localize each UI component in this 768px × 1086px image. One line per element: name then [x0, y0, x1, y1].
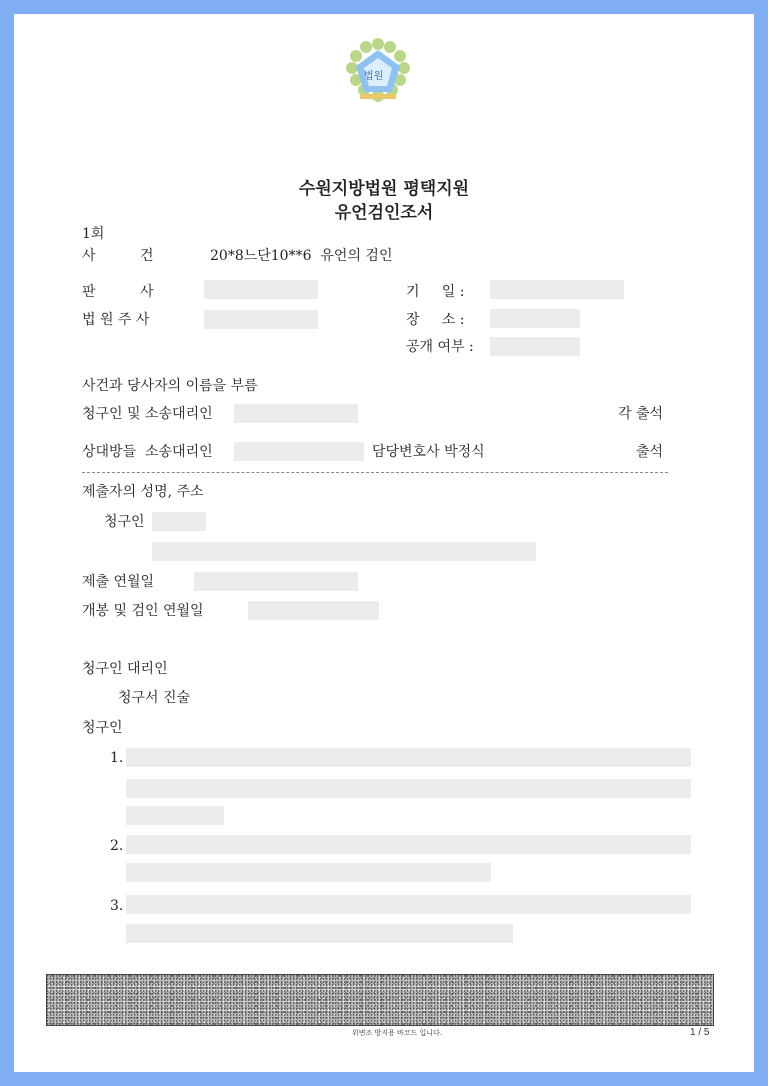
document-page	[14, 14, 754, 1072]
opponent-row-status: 출석	[636, 444, 664, 460]
opponent-lawyer: 담당변호사 박정식	[372, 444, 485, 460]
submitter-heading: 제출자의 성명, 주소	[82, 484, 204, 500]
item-3-line-2	[126, 924, 513, 943]
public-redacted	[490, 337, 580, 356]
page-number: 1 / 5	[690, 1027, 710, 1038]
submitter-claimant-label: 청구인	[104, 514, 145, 530]
item-2-number: 2.	[110, 838, 124, 854]
case-label: 사 건	[82, 248, 154, 264]
submit-date-redacted	[194, 572, 358, 591]
opponent-row-redacted	[234, 442, 364, 461]
place-redacted	[490, 309, 580, 328]
submitter-name-redacted	[152, 512, 206, 531]
claimant-heading: 청구인	[82, 720, 123, 736]
judge-redacted	[204, 280, 318, 299]
clerk-redacted	[204, 310, 318, 329]
claimant-row-status: 각 출석	[618, 406, 664, 422]
submitter-address-redacted	[152, 542, 536, 561]
document-title: 유언검인조서	[334, 203, 434, 223]
item-1-line-1	[126, 748, 691, 767]
place-label: 장 소 :	[406, 312, 465, 328]
barcode-notice: 위변조 방지용 바코드 입니다.	[352, 1029, 443, 1037]
open-date-redacted	[248, 601, 379, 620]
claimant-row-redacted	[234, 404, 358, 423]
case-value: 20*8느단10**6 유언의 검인	[210, 248, 393, 264]
opponent-row-label: 상대방들 소송대리인	[82, 444, 213, 460]
agent-statement: 청구서 진술	[118, 690, 191, 706]
court-name: 수원지방법원 평택지원	[298, 179, 470, 199]
judge-label: 판 사	[82, 284, 154, 300]
roll-call: 사건과 당사자의 이름을 부름	[82, 378, 258, 394]
date-redacted	[490, 280, 624, 299]
open-date-label: 개봉 및 검인 연월일	[82, 603, 204, 619]
item-1-number: 1.	[110, 750, 124, 766]
anti-forgery-barcode	[46, 974, 714, 1026]
date-label: 기 일 :	[406, 284, 465, 300]
submit-date-label: 제출 연월일	[82, 574, 155, 590]
session-number: 1회	[82, 226, 105, 242]
item-2-line-1	[126, 835, 691, 854]
item-3-number: 3.	[110, 898, 124, 914]
item-1-line-3	[126, 806, 224, 825]
item-2-line-2	[126, 863, 491, 882]
item-3-line-1	[126, 895, 691, 914]
clerk-label: 법 원 주 사	[82, 312, 150, 328]
item-1-line-2	[126, 779, 691, 798]
section-divider	[82, 472, 668, 473]
agent-heading: 청구인 대리인	[82, 661, 168, 677]
claimant-row-label: 청구인 및 소송대리인	[82, 406, 213, 422]
public-label: 공개 여부 :	[406, 339, 474, 355]
emblem-text: 법원	[364, 71, 384, 82]
